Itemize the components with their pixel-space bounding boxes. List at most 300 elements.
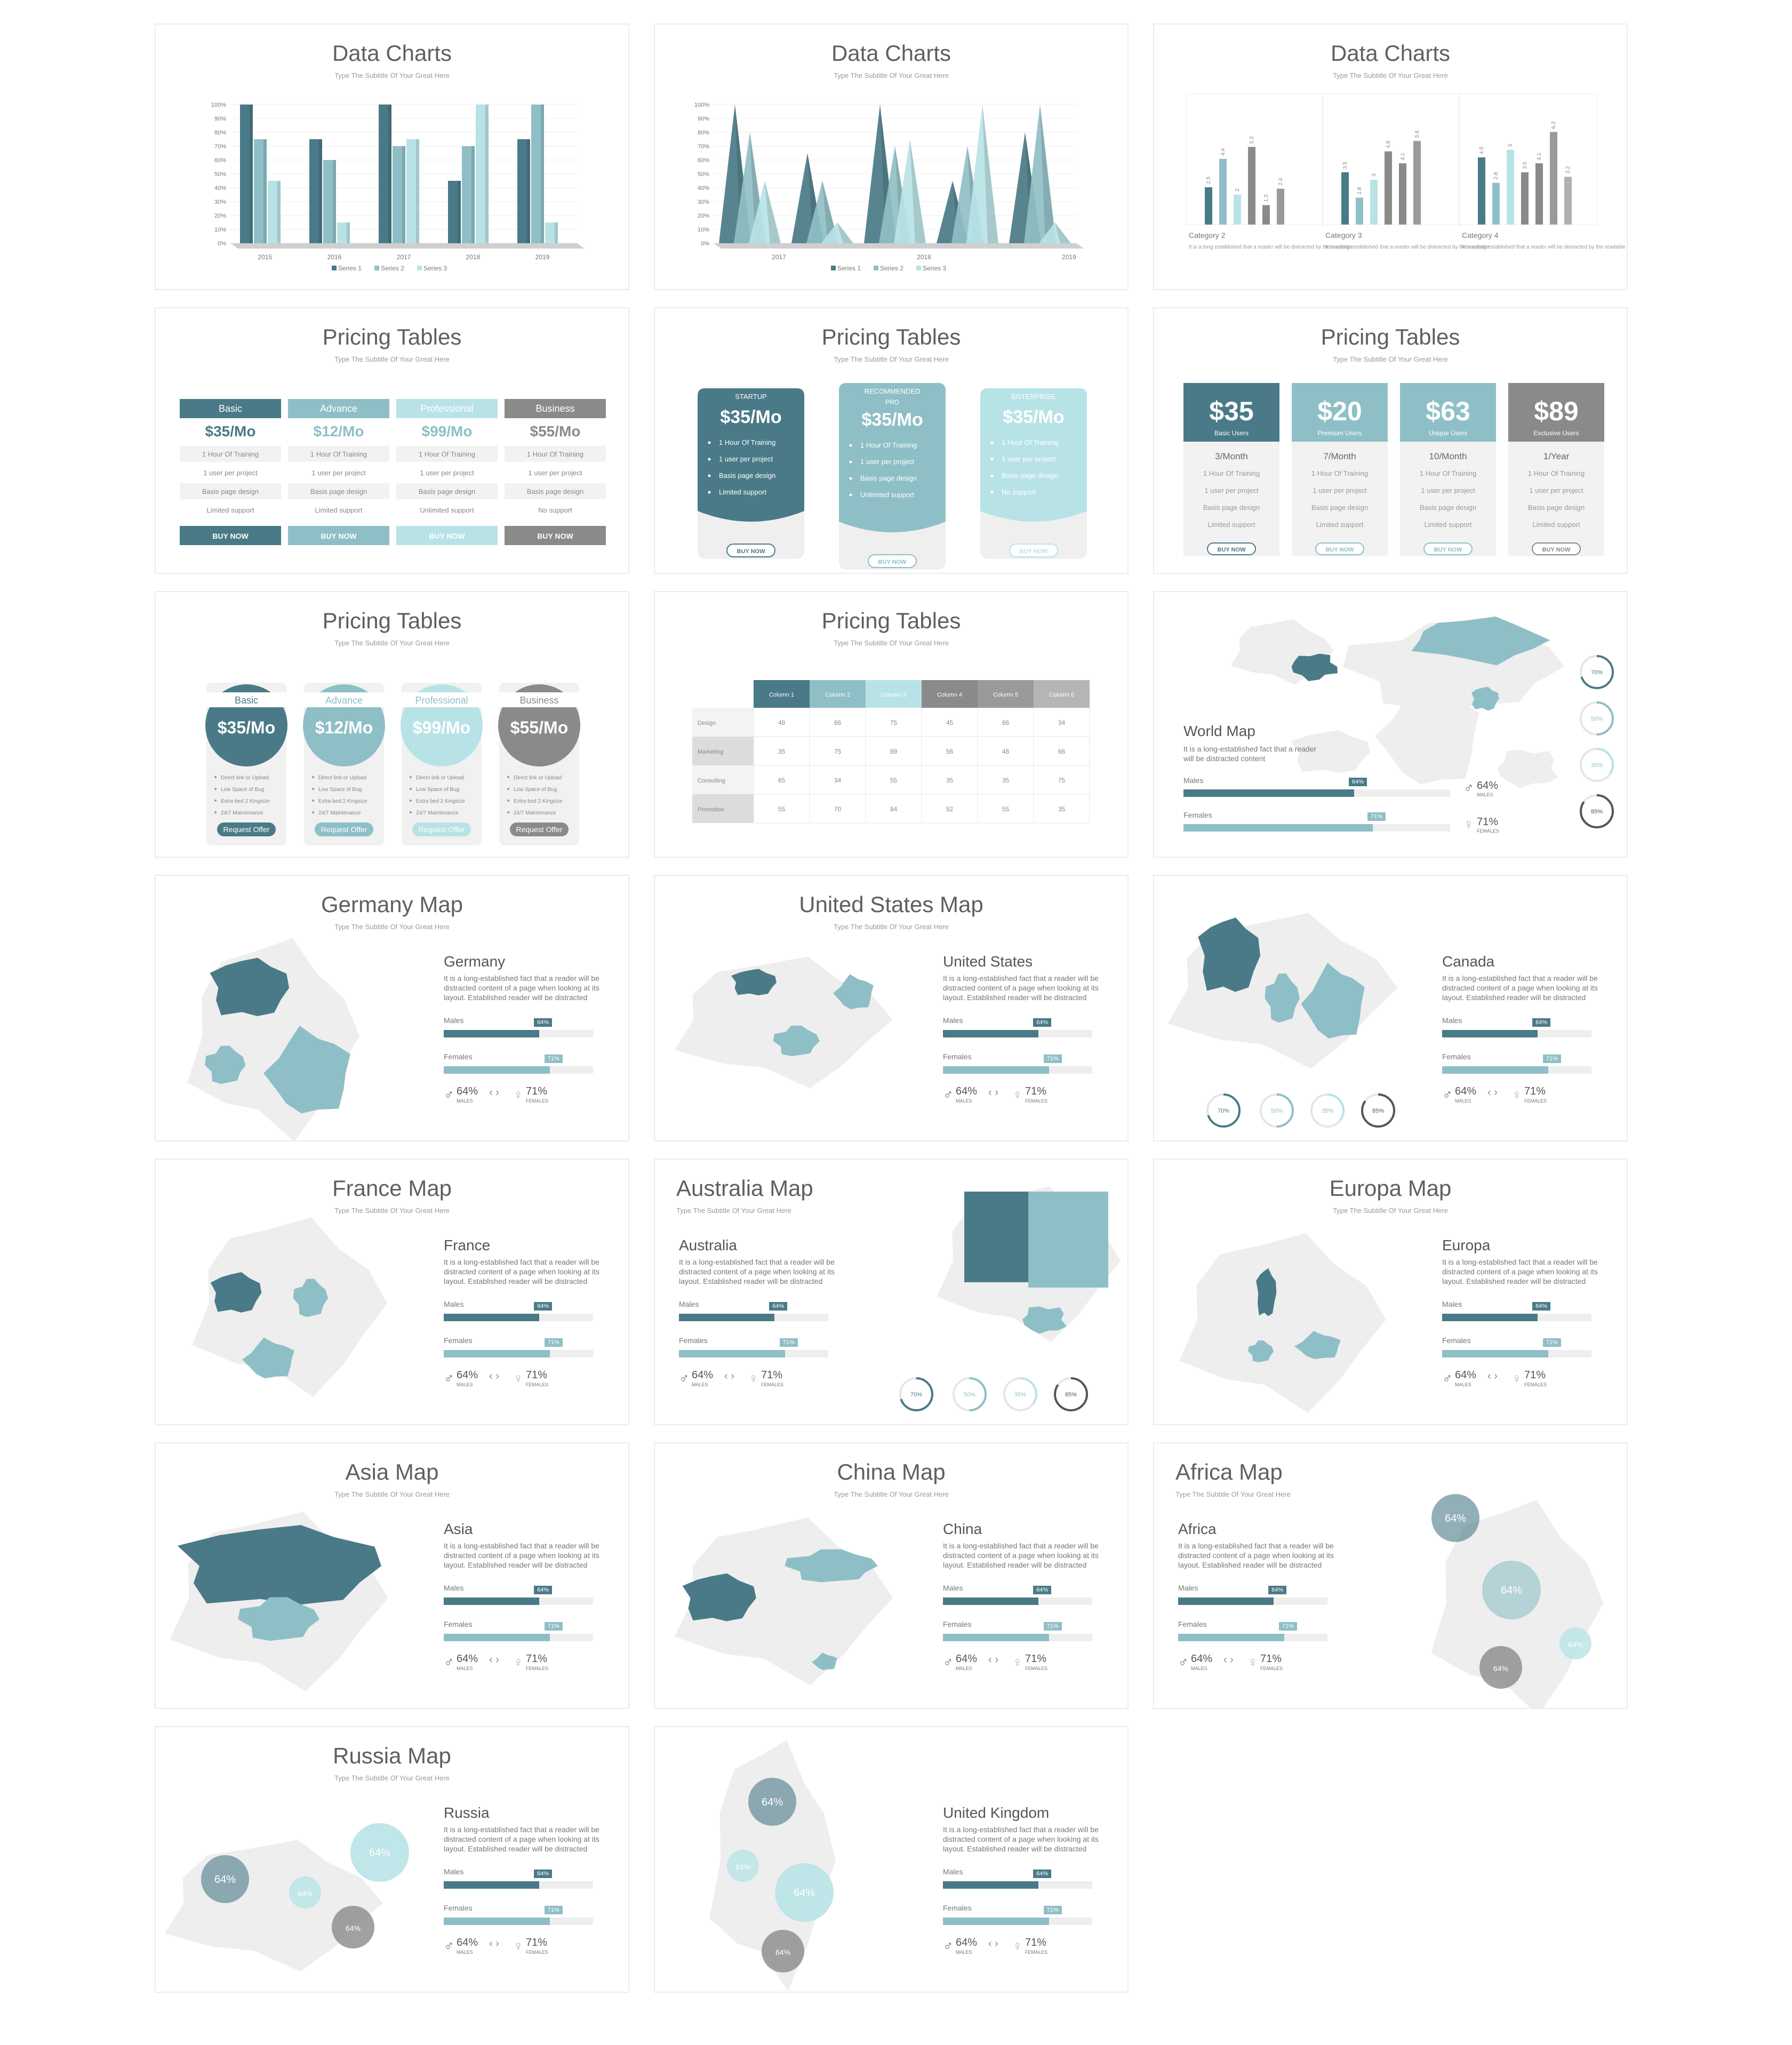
request-offer-label: Request Offer [223, 825, 270, 834]
males-caption: MALES [457, 1382, 473, 1387]
plan-feature: 1 Hour Of Training [1311, 469, 1369, 477]
bar-value-label: 4.1 [1400, 153, 1406, 161]
ring-label: 85% [1372, 1108, 1385, 1114]
region-description: It is a long-established fact that a reader will be distracted content of a page when looking at its layout. Established reader will be distracted [679, 1258, 835, 1285]
region-heading: United Kingdom [943, 1804, 1050, 1821]
y-tick-label: 30% [214, 199, 226, 205]
bar [1277, 189, 1284, 225]
females-bar-fill [943, 1634, 1049, 1641]
plan-feature: Unlimited support [420, 506, 474, 514]
slide-graphic [1154, 1160, 1627, 1424]
bubble-label: 64% [1493, 1664, 1509, 1673]
request-offer-label: Request Offer [321, 825, 367, 834]
females-percent-tag: 71% [545, 1622, 563, 1631]
slide-subtitle: Type The Subtitle Of Your Great Here [334, 1207, 450, 1215]
plan-feature: Direct link or Upload [221, 775, 269, 781]
legend-entry: Series 1 [837, 265, 861, 272]
table-cell: 56 [946, 748, 954, 755]
bubble-label: 64% [369, 1847, 391, 1859]
y-tick-label: 40% [697, 185, 709, 191]
female-icon: ♀ [748, 1370, 759, 1386]
males-stat: 64% [956, 1085, 978, 1097]
female-icon: ♀ [1012, 1938, 1023, 1954]
plan-feature: Basis page design [418, 488, 476, 496]
females-stat: 71% [761, 1369, 783, 1381]
region-description: It is a long-established fact that a reader will be distracted content of a page when looking at its layout. Established reader will be distracted [1442, 974, 1598, 1002]
ring-label: 35% [1590, 762, 1603, 769]
males-percent-tag: 64% [1268, 1586, 1286, 1594]
females-percent-tag: 71% [1367, 812, 1386, 821]
buy-now-label: BUY NOW [1019, 548, 1048, 555]
plan-price: $35/Mo [1003, 407, 1065, 427]
slide-subtitle: Type The Subtitle Of Your Great Here [334, 1774, 450, 1782]
females-bar-fill [1442, 1066, 1548, 1074]
ring-label: 70% [910, 1392, 923, 1398]
females-bar-fill [1178, 1634, 1284, 1641]
bar-value-label: 5 [1508, 143, 1514, 147]
compare-icon: ‹ › [489, 1938, 499, 1950]
region-heading: France [444, 1237, 491, 1253]
plan-feature: Limited support [315, 506, 363, 514]
females-label: Females [943, 1904, 972, 1912]
slide-graphic [1154, 308, 1627, 573]
female-icon: ♀ [513, 1087, 524, 1103]
plan-price: $55/Mo [510, 718, 569, 737]
males-percent-tag: 64% [1532, 1018, 1550, 1027]
bullet [708, 458, 711, 461]
plan-feature: Limited support [206, 506, 254, 514]
males-caption: MALES [457, 1666, 473, 1671]
bubble-label: 64% [735, 1863, 751, 1871]
females-bar-fill [943, 1918, 1049, 1925]
slide-map-10[interactable] [654, 1726, 1129, 1993]
y-tick-label: 60% [214, 157, 226, 164]
bar-value-label: 2.4 [1278, 178, 1284, 186]
plan-feature: Extra bed 2 Kingsize [416, 798, 465, 804]
males-stat: 64% [457, 1085, 478, 1097]
plan-feature: No support [538, 506, 572, 514]
buy-now-label: BUY NOW [1325, 547, 1354, 553]
plan-feature: Low Space of Bug [318, 787, 362, 793]
table-cell: 45 [946, 719, 954, 726]
bar [1492, 183, 1500, 225]
bar-shade [555, 222, 558, 243]
females-caption: FEMALES [526, 1382, 549, 1387]
plan-name: STARTUP [735, 393, 767, 401]
row-label: Design [698, 720, 716, 726]
table-cell: 55 [778, 805, 786, 813]
males-caption: MALES [956, 1950, 972, 1955]
males-label: Males [444, 1867, 464, 1876]
buy-now-label: BUY NOW [1217, 547, 1246, 553]
males-bar-fill [444, 1314, 539, 1321]
slide-bar-chart[interactable] [155, 23, 629, 290]
region-heading: Australia [679, 1237, 737, 1253]
plan-feature: 1 Hour Of Training [1002, 438, 1059, 446]
plan-period: 7/Month [1323, 451, 1356, 461]
plan-feature: 1 user per project [1002, 455, 1056, 463]
bar [1341, 172, 1349, 225]
bar [1219, 159, 1227, 225]
females-percent-tag: 71% [1543, 1338, 1561, 1347]
plan-feature: No support [1002, 488, 1036, 496]
slide-map-9[interactable] [155, 1726, 629, 1993]
bullet [410, 800, 412, 802]
females-label: Females [444, 1336, 473, 1345]
x-tick-label: 2018 [917, 253, 931, 261]
slide-title: Pricing Tables [322, 324, 462, 349]
plan-feature: 1 user per project [1529, 486, 1583, 494]
plan-price: $12/Mo [315, 718, 373, 737]
male-icon: ♂ [444, 1087, 454, 1103]
slide-map-8[interactable] [1153, 1442, 1628, 1709]
table-cell: 35 [778, 748, 786, 755]
females-label: Females [444, 1904, 473, 1912]
plan-feature: Limited support [1207, 521, 1255, 529]
males-bar-fill [1442, 1314, 1538, 1321]
males-percent-tag: 64% [1532, 1302, 1550, 1311]
plan-feature: 1 Hour Of Training [719, 438, 776, 446]
males-stat: 64% [692, 1369, 714, 1381]
plan-period: 3/Month [1215, 451, 1248, 461]
plan-name: Advance [325, 695, 363, 706]
request-offer-label: Request Offer [516, 825, 563, 834]
slide-map-0[interactable] [155, 875, 629, 1141]
plan-price: $89 [1534, 396, 1579, 426]
slide-map-4[interactable] [654, 1159, 1129, 1425]
slide-title: Data Charts [332, 41, 452, 66]
slide-category-bars[interactable] [1153, 23, 1628, 290]
male-icon: ♂ [943, 1654, 954, 1670]
females-bar-fill [444, 1634, 550, 1641]
slide-subtitle: Type The Subtitle Of Your Great Here [834, 355, 949, 363]
x-tick-label: 2017 [396, 253, 411, 261]
females-percent-tag: 71% [1044, 1906, 1062, 1914]
males-percent-tag: 64% [1033, 1870, 1051, 1878]
region-heading: Africa [1178, 1521, 1217, 1537]
slide-subtitle: Type The Subtitle Of Your Great Here [334, 639, 450, 647]
females-caption: FEMALES [761, 1382, 784, 1387]
females-bar-fill [1183, 824, 1373, 832]
map-land [1179, 1233, 1386, 1413]
bar-shade [250, 105, 253, 243]
region-description: It is a long-established fact that a reader will be distracted content of a page when looking at its layout. Established reader will be distracted [1178, 1541, 1334, 1569]
bar-value-label: 4.4 [1220, 148, 1226, 156]
plan-price: $12/Mo [313, 423, 364, 440]
bar [1370, 180, 1378, 225]
legend-entry: Series 3 [423, 265, 447, 272]
bullet [850, 494, 852, 497]
slide-subtitle: Type The Subtitle Of Your Great Here [1333, 355, 1448, 363]
females-bar-fill [1442, 1350, 1548, 1357]
bullet [507, 800, 509, 802]
plan-feature: Limited support [1316, 521, 1364, 529]
region-description: It is a long-established fact that a reader will be distracted content of a page when looking at its layout. Established reader will be distracted [444, 1825, 599, 1853]
bubble-label: 64% [775, 1948, 791, 1956]
legend-entry: Series 2 [880, 265, 904, 272]
plan-label: Basic Users [1214, 429, 1249, 437]
plan-feature: Limited support [1532, 521, 1580, 529]
females-caption: FEMALES [1524, 1098, 1547, 1104]
males-stat: 64% [1191, 1653, 1213, 1665]
plan-price: $63 [1426, 396, 1470, 426]
region-description: It is a long-established fact that a reader will be distracted content of a page when looking at its layout. Established reader will be distracted [444, 1541, 599, 1569]
plan-feature: Unlimited support [860, 491, 915, 499]
y-tick-label: 10% [697, 227, 709, 233]
slide-map-3[interactable] [155, 1159, 629, 1425]
bar-value-label: 2.5 [1206, 177, 1212, 184]
female-icon: ♀ [1247, 1654, 1258, 1670]
females-percent-tag: 71% [1543, 1055, 1561, 1063]
ring-label: 70% [1590, 669, 1603, 676]
male-icon: ♂ [1442, 1370, 1453, 1386]
slide-graphic [655, 1443, 1127, 1708]
slide-title: Pricing Tables [322, 608, 462, 633]
slide-map-2[interactable] [1153, 875, 1628, 1141]
bar-shade [471, 146, 475, 243]
map-land [1498, 749, 1559, 788]
bullet [507, 788, 509, 790]
plan-feature: Basis page design [719, 472, 776, 480]
region-heading: China [943, 1521, 982, 1537]
males-stat: 64% [956, 1937, 978, 1948]
slide-world-map[interactable] [1153, 591, 1628, 858]
males-stat: 64% [457, 1937, 478, 1948]
plan-feature: 1 Hour Of Training [1419, 469, 1477, 477]
slide-map-5[interactable] [1153, 1159, 1628, 1425]
buy-now-label: BUY NOW [429, 532, 465, 540]
males-caption: MALES [1455, 1098, 1471, 1104]
bar [1507, 150, 1514, 225]
y-tick-label: 80% [697, 130, 709, 136]
females-stat: 71% [1524, 1369, 1546, 1381]
table-cell: 35 [1002, 777, 1010, 784]
plan-price: $35/Mo [861, 410, 923, 430]
slide-title: Australia Map [676, 1176, 813, 1201]
plan-period: 1/Year [1543, 451, 1570, 461]
slide-peak-chart[interactable] [654, 23, 1129, 290]
females-stat: 71% [1025, 1653, 1047, 1665]
male-icon: ♂ [444, 1938, 454, 1954]
slide-graphic [655, 1160, 1127, 1424]
x-tick-label: 2019 [535, 253, 550, 261]
compare-icon: ‹ › [489, 1654, 499, 1666]
slide-map-1[interactable] [654, 875, 1129, 1141]
table-cell: 35 [946, 777, 954, 784]
table-cell: 75 [834, 748, 842, 755]
y-tick-label: 70% [697, 143, 709, 150]
males-stat: 64% [956, 1653, 978, 1665]
plan-feature: 1 user per project [1313, 486, 1367, 494]
y-tick-label: 40% [214, 185, 226, 191]
buy-now-label: BUY NOW [212, 532, 249, 540]
plan-feature: Direct link or Upload [318, 775, 367, 781]
ring-label: 35% [1321, 1108, 1334, 1114]
males-percent-tag: 64% [534, 1018, 552, 1027]
plan-feature: 1 Hour Of Training [202, 450, 259, 458]
females-percent-tag: 71% [545, 1055, 563, 1063]
bar-shade [319, 139, 322, 243]
slide-pricing-users[interactable] [1153, 307, 1628, 574]
bubble-label: 64% [793, 1887, 815, 1899]
slide-subtitle: Type The Subtitle Of Your Great Here [334, 71, 450, 79]
females-caption: FEMALES [526, 1098, 549, 1104]
plan-feature: Extra bed 2 Kingsize [318, 798, 367, 804]
y-tick-label: 0% [218, 241, 226, 247]
females-label: Females [679, 1336, 708, 1345]
plan-name: Professional [420, 403, 474, 414]
bar [1535, 163, 1543, 225]
column-header: Column 6 [1049, 692, 1075, 698]
females-stat: 71% [1025, 1937, 1047, 1948]
slide-pricing-round[interactable] [155, 591, 629, 858]
female-icon: ♀ [1012, 1087, 1023, 1103]
ring-label: 50% [963, 1392, 976, 1398]
plan-feature: Limited support [719, 488, 766, 496]
female-icon: ♀ [1511, 1087, 1522, 1103]
bar [1356, 198, 1363, 225]
males-bar-fill [444, 1881, 539, 1889]
table-cell: 48 [1002, 748, 1010, 755]
column-header: Column 2 [825, 692, 851, 698]
female-icon: ♀ [513, 1654, 524, 1670]
bullet [410, 811, 412, 813]
table-cell: 66 [1058, 748, 1066, 755]
slide-subtitle: Type The Subtitle Of Your Great Here [1333, 1207, 1448, 1215]
buy-now-label: BUY NOW [321, 532, 357, 540]
bar-value-label: 3 [1371, 173, 1377, 177]
compare-icon: ‹ › [489, 1087, 499, 1098]
slide-subtitle: Type The Subtitle Of Your Great Here [676, 1207, 791, 1215]
map-highlight [964, 1192, 1028, 1282]
plan-feature: Basis page design [526, 488, 584, 496]
plan-feature: 1 user per project [1421, 486, 1475, 494]
slide-title: Pricing Tables [1321, 324, 1460, 349]
compare-icon: ‹ › [1487, 1087, 1498, 1098]
bullet [214, 776, 217, 778]
female-icon: ♀ [513, 1370, 524, 1386]
plan-feature: 1 user per project [719, 455, 773, 463]
table-cell: 75 [1058, 777, 1066, 784]
y-tick-label: 90% [697, 116, 709, 122]
bar [1205, 187, 1212, 225]
males-label: Males [1442, 1300, 1462, 1308]
females-caption: FEMALES [1025, 1666, 1048, 1671]
bar-value-label: 2.8 [1493, 172, 1499, 180]
slide-subtitle: Type The Subtitle Of Your Great Here [834, 1490, 949, 1498]
plan-feature: 1 Hour Of Training [1527, 469, 1585, 477]
plan-name: Business [535, 403, 575, 414]
females-stat: 71% [526, 1085, 548, 1097]
male-icon: ♂ [444, 1654, 454, 1670]
bar-shade [263, 139, 267, 243]
females-bar-fill [679, 1350, 785, 1357]
plan-price: $20 [1317, 396, 1362, 426]
bar-value-label: 6.2 [1551, 121, 1557, 129]
plan-feature: 24/7 Maintenance [318, 810, 361, 816]
plan-period: 10/Month [1429, 451, 1467, 461]
bar [1234, 195, 1241, 225]
bar-shade [458, 181, 461, 243]
males-label: Males [1183, 776, 1204, 785]
slide-graphic [156, 308, 628, 573]
males-stat: 64% [457, 1653, 478, 1665]
row-label: Marketing [698, 749, 724, 755]
female-icon: ♀ [1511, 1370, 1522, 1386]
slide-graphic [156, 592, 628, 857]
bar-value-label: 1.8 [1357, 187, 1363, 195]
y-tick-label: 70% [214, 143, 226, 150]
bullet [708, 442, 711, 444]
region-heading: Europa [1442, 1237, 1491, 1253]
table-cell: 48 [778, 719, 786, 726]
y-tick-label: 50% [697, 171, 709, 178]
bubble-label: 64% [1444, 1513, 1467, 1524]
slide-map-7[interactable] [654, 1442, 1129, 1709]
male-icon: ♂ [444, 1370, 454, 1386]
region-description: It is a long-established fact that a reader will be distracted content of a page when looking at its layout. Established reader will be distracted [943, 1541, 1099, 1569]
slide-pricing-pro[interactable] [654, 307, 1129, 574]
plan-price: $99/Mo [421, 423, 473, 440]
bar-value-label: 5.6 [1414, 130, 1420, 138]
bar [1248, 147, 1255, 225]
bullet [850, 444, 852, 447]
bullet [991, 458, 994, 461]
plan-name: Business [519, 695, 559, 706]
plan-feature: 24/7 Maintenance [416, 810, 459, 816]
slide-pricing-table[interactable] [654, 591, 1129, 858]
males-caption: MALES [457, 1950, 473, 1955]
bar [1521, 172, 1529, 225]
plan-label: Exclusive Users [1533, 429, 1579, 437]
plan-name: ENTERPRISE [1011, 393, 1056, 401]
plan-feature: Extra bed 2 Kingsize [514, 798, 563, 804]
females-stat: 71% [1477, 816, 1499, 828]
plan-feature: 24/7 Maintenance [514, 810, 556, 816]
females-label: Females [1178, 1620, 1207, 1628]
males-caption: MALES [457, 1098, 473, 1104]
plan-feature: 1 user per project [420, 469, 474, 477]
plan-label: Unique Users [1428, 429, 1468, 437]
male-icon: ♂ [679, 1370, 690, 1386]
males-percent-tag: 64% [534, 1302, 552, 1311]
male-icon: ♂ [943, 1087, 954, 1103]
request-offer-label: Request Offer [418, 825, 465, 834]
table-cell: 35 [1058, 805, 1066, 813]
category-label: Category 2 [1189, 231, 1226, 239]
compare-icon: ‹ › [489, 1370, 499, 1382]
buy-now-label: BUY NOW [737, 548, 765, 555]
ring-label: 70% [1217, 1108, 1230, 1114]
plan-feature: Basis page design [310, 488, 367, 496]
bullet [708, 475, 711, 477]
males-bar-fill [943, 1597, 1038, 1605]
chart-floor [714, 243, 1084, 249]
bar-value-label: 1.3 [1263, 194, 1269, 202]
plan-feature: Direct link or Upload [416, 775, 465, 781]
males-bar-fill [1178, 1597, 1274, 1605]
bar-shade [416, 139, 419, 243]
plan-feature: 1 Hour Of Training [418, 450, 476, 458]
slide-graphic [156, 25, 628, 289]
map-land [675, 956, 893, 1088]
males-caption: MALES [1191, 1666, 1207, 1671]
slide-map-6[interactable] [155, 1442, 629, 1709]
plan-feature: Direct link or Upload [514, 775, 562, 781]
compare-icon: ‹ › [988, 1654, 998, 1666]
bar-value-label: 3.5 [1522, 162, 1528, 169]
slide-pricing-basic[interactable] [155, 307, 629, 574]
